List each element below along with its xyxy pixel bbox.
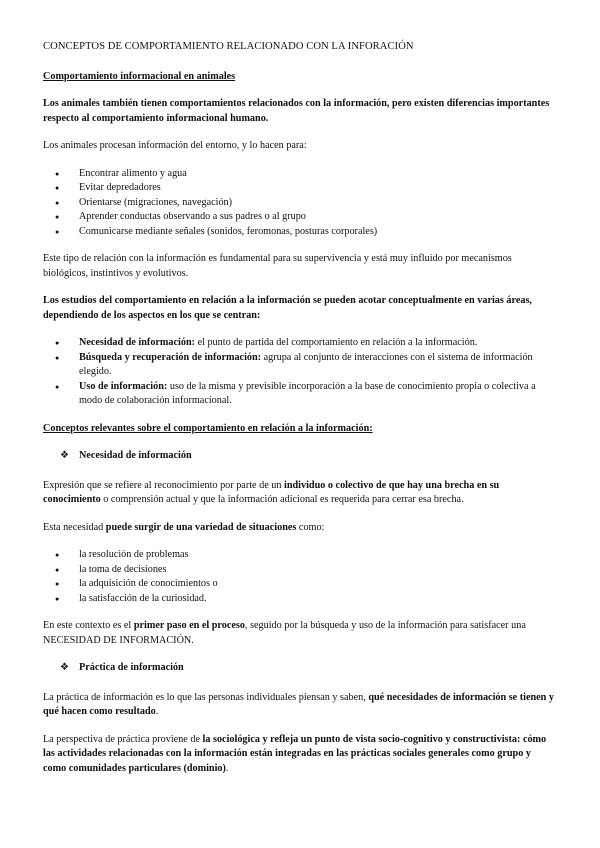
information-need-context xyxy=(43,619,555,648)
list-item: ● Comunicarse mediante señales (sonidos, feromonas, posturas corporales) xyxy=(43,225,555,240)
list-item: ● la adquisición de conocimientos o xyxy=(43,577,555,592)
area-description: el punto de partida del comportamiento en relación a la información. xyxy=(195,337,478,348)
study-areas-list xyxy=(43,336,555,409)
list-item: ● la resolución de problemas xyxy=(43,548,555,563)
list-item xyxy=(43,351,555,380)
animals-relation-text: Este tipo de relación con la información es fundamental para su supervivencia y está muy influido por mecanismos biológicos, instintivos y evolutivos. xyxy=(43,253,512,279)
section-heading-concepts: Conceptos relevantes sobre el comportamiento en relación a la información: xyxy=(43,422,373,434)
list-item: ● Encontrar alimento y agua xyxy=(43,167,555,182)
diamond-bullet-icon: ❖ xyxy=(60,450,69,461)
list-item xyxy=(43,336,555,351)
subheading-information-practice xyxy=(43,661,555,676)
document-title: CONCEPTOS DE COMPORTAMIENTO RELACIONADO CON LA INFORACIÓN xyxy=(43,41,414,52)
document-page xyxy=(43,40,555,789)
area-term: Uso de información: xyxy=(79,380,168,392)
text-run: como: xyxy=(296,521,325,533)
text-run: . xyxy=(225,762,229,774)
section-heading-animals: Comportamiento informacional en animales xyxy=(43,70,236,82)
information-practice-perspective xyxy=(43,733,555,777)
area-description: agrupa al conjunto de interacciones con el sistema de información elegido. xyxy=(79,351,533,377)
text-run: , seguido por la búsqueda y uso de la información para satisfacer una NECESIDAD DE INFORMACIÓN. xyxy=(43,620,526,646)
area-description: uso de la misma y previsible incorporación a la base de conocimiento propia o colectiva a modo de colaboración informacional. xyxy=(79,380,536,406)
animals-intro: Los animales también tienen comportamientos relacionados con la información, pero existen diferencias importantes respecto al comportamiento informacional humano. xyxy=(43,98,550,124)
list-item: ● Aprender conductas observando a sus padres o al grupo xyxy=(43,210,555,225)
diamond-bullet-icon: ❖ xyxy=(60,662,69,673)
study-areas-intro: Los estudios del comportamiento en relación a la información se pueden acotar conceptualmente en varias áreas, dependiendo de los aspectos en los que se centran: xyxy=(43,295,532,321)
situations-list xyxy=(43,548,555,606)
text-run-bold: la sociológica y refleja un punto de vista socio-cognitivo y constructivista: cómo las actividades relacionadas con la información están integradas en las prácticas sociales generales como grupo y como comunidades particulares (dominio) xyxy=(43,733,547,774)
text-run-bold: individuo o colectivo de que hay una brecha en su conocimiento xyxy=(43,479,500,505)
text-run: Esta necesidad xyxy=(43,521,106,533)
information-practice-definition xyxy=(43,691,555,720)
information-need-situations-intro xyxy=(43,521,555,536)
text-run: Expresión que se refiere al reconocimiento por parte de un xyxy=(43,479,285,491)
text-run-bold: puede surgir de una variedad de situaciones xyxy=(105,521,297,533)
area-term: Búsqueda y recuperación de información: xyxy=(79,351,262,363)
animals-process-text: Los animales procesan información del entorno, y lo hacen para: xyxy=(43,140,307,151)
list-item xyxy=(43,380,555,409)
subheading-information-need xyxy=(43,449,555,464)
information-need-definition xyxy=(43,479,555,508)
subheading-label: Necesidad de información xyxy=(79,450,192,461)
text-run-bold: primer paso en el proceso xyxy=(133,620,245,631)
animals-purpose-list xyxy=(43,167,555,240)
subheading-label: Práctica de información xyxy=(79,662,184,673)
text-run: o comprensión actual y que la información adicional es requerida para cerrar esa brecha. xyxy=(100,494,464,505)
text-run: La práctica de información es lo que las personas individuales piensan y saben, xyxy=(43,691,369,703)
text-run: . xyxy=(155,706,159,717)
text-run-bold: qué necesidades de información se tienen y qué hacen como resultado xyxy=(43,691,554,717)
list-item: ● Orientarse (migraciones, navegación) xyxy=(43,196,555,211)
list-item: ● Evitar depredadores xyxy=(43,181,555,196)
text-run: En este contexto es el xyxy=(43,620,134,631)
list-item: ● la toma de decisiones xyxy=(43,563,555,578)
list-item: ● la satisfacción de la curiosidad. xyxy=(43,592,555,607)
text-run: La perspectiva de práctica proviene de xyxy=(43,733,203,745)
area-term: Necesidad de información: xyxy=(79,337,196,348)
